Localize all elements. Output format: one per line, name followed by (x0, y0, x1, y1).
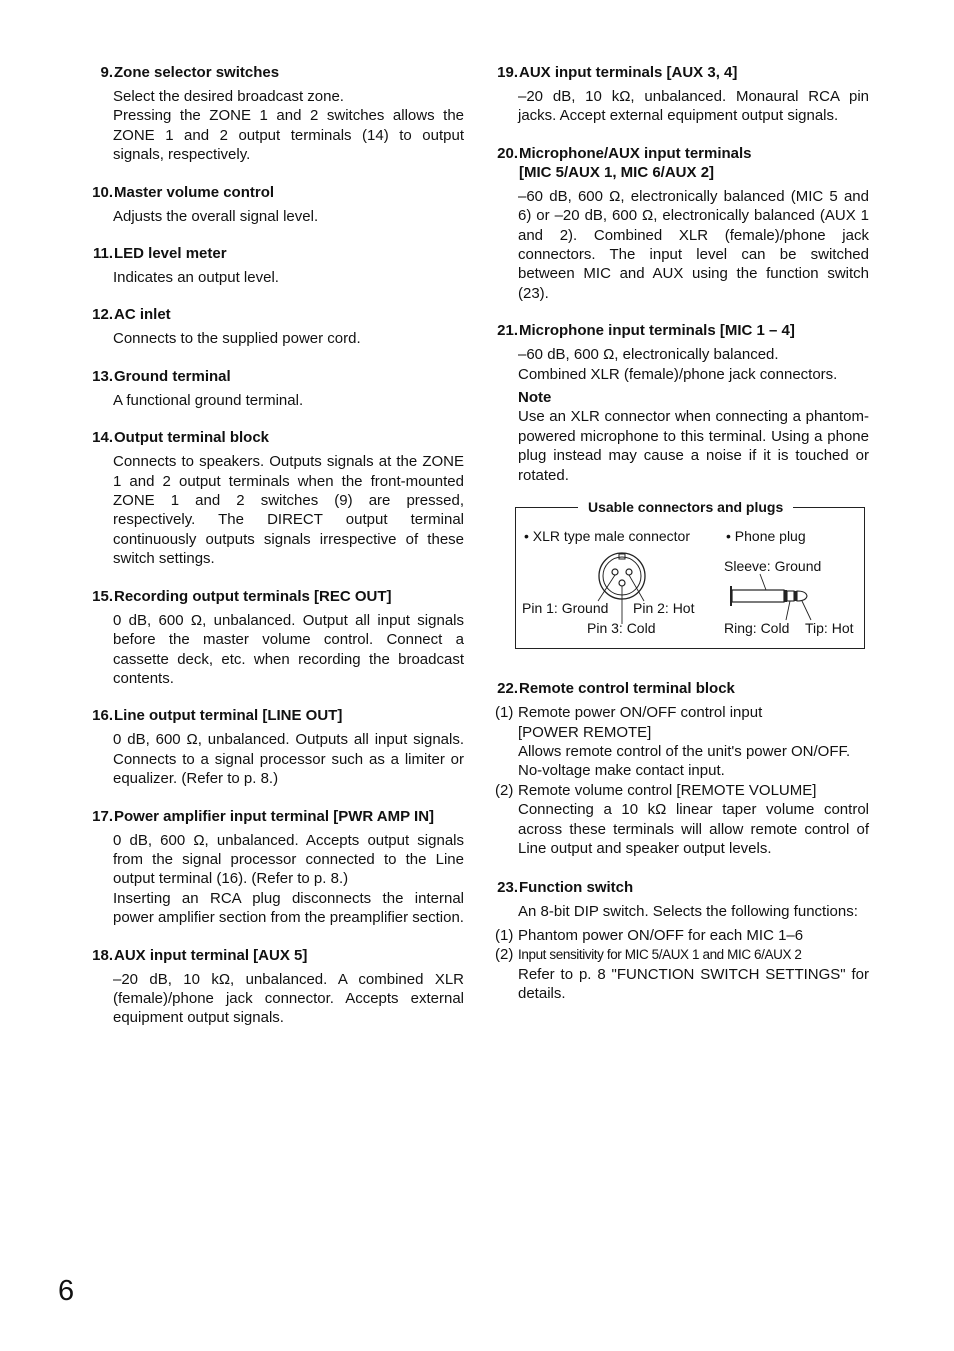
item-body (113, 730, 464, 788)
item-15 (86, 587, 464, 689)
item-title: Power amplifier input terminal [PWR AMP IN] (114, 807, 435, 825)
item-19 (491, 63, 869, 126)
item-text: Pressing the ZONE 1 and 2 switches allows the ZONE 1 and 2 output terminals (14) to output signals, respectively. (113, 107, 464, 164)
sub-item-text (518, 781, 869, 859)
item-body (518, 187, 869, 303)
sub-item (491, 926, 869, 945)
item-title: Function switch (519, 879, 634, 897)
sub-item-text (518, 703, 869, 781)
item-title: AUX input terminals [AUX 3, 4] (519, 64, 738, 81)
item-number: 21. (497, 322, 518, 340)
pin3-label: Pin 3: Cold (587, 620, 656, 637)
sub-item-line: [POWER REMOTE] (518, 723, 652, 741)
item-16 (86, 706, 464, 788)
phone-plug-label: • Phone plug (726, 528, 806, 545)
item-number: 20. (497, 144, 518, 162)
item-body (113, 87, 464, 165)
sub-item-number: (1) (495, 704, 514, 722)
sub-item-line: Input sensitivity for MIC 5/AUX 1 and MIC 6/AUX 2 (518, 947, 802, 963)
sub-item-number: (2) (495, 781, 514, 799)
sub-item-text (518, 945, 869, 1003)
item-text: A functional ground terminal. (113, 391, 304, 409)
item-21 (491, 321, 869, 485)
connector-box (515, 499, 865, 649)
item-text: –60 dB, 600 Ω, electronically balanced. (518, 346, 779, 364)
item-13 (86, 367, 464, 410)
item-body (113, 329, 464, 348)
item-10 (86, 183, 464, 226)
sub-item-text: Phantom power ON/OFF for each MIC 1–6 (518, 926, 804, 944)
item-title: LED level meter (114, 245, 227, 263)
item-heading (86, 367, 464, 386)
item-17 (86, 807, 464, 928)
sub-item-line: Connecting a 10 kΩ linear taper volume control across these terminals will allow remote control of Line output and speaker output levels. (518, 801, 869, 857)
item-number: 15. (92, 587, 113, 605)
sub-item-line: Remote volume control [REMOTE VOLUME] (518, 781, 817, 799)
ring-label: Ring: Cold (724, 620, 790, 637)
item-heading (86, 305, 464, 324)
item-heading (86, 183, 464, 202)
item-heading (86, 63, 464, 82)
item-body (518, 902, 869, 921)
item-title: Recording output terminals [REC OUT] (114, 587, 392, 605)
left-column (86, 63, 464, 1046)
item-heading (491, 878, 869, 897)
item-number: 14. (92, 429, 113, 447)
item-body (113, 611, 464, 689)
item-text: Inserting an RCA plug disconnects the internal power amplifier section from the preamplifier section. (113, 889, 464, 927)
item-number: 23. (497, 879, 518, 897)
item-title: AUX input terminal [AUX 5] (114, 946, 308, 964)
item-body (113, 452, 464, 568)
item-body (518, 345, 869, 485)
item-number: 11. (92, 245, 113, 263)
item-text: Indicates an output level. (113, 269, 279, 287)
item-title: Ground terminal (114, 367, 231, 385)
item-heading (86, 428, 464, 447)
item-11 (86, 244, 464, 287)
item-title: Master volume control (114, 183, 275, 201)
xlr-label: • XLR type male connector (524, 528, 690, 545)
item-12 (86, 305, 464, 348)
item-heading (491, 321, 869, 340)
item-title: Remote control terminal block (519, 680, 735, 698)
item-title: Zone selector switches (114, 64, 280, 81)
item-body (113, 207, 464, 226)
item-text: Connects to speakers. Outputs signals at the ZONE 1 and 2 output terminals when the front-mounted ZONE 1 and 2 switches (9) are pressed, respectively. The DIRECT output terminal continuously outputs signals irrespective of these switch settings. (113, 453, 464, 568)
sub-item-number: (2) (495, 946, 514, 964)
item-body (113, 391, 464, 410)
pin2-label: Pin 2: Hot (633, 600, 695, 617)
item-heading (491, 679, 869, 698)
item-title: Line output terminal [LINE OUT] (114, 707, 343, 725)
item-number: 16. (92, 707, 113, 725)
item-heading (86, 706, 464, 725)
item-20 (491, 144, 869, 303)
sleeve-label: Sleeve: Ground (724, 558, 822, 575)
connector-box-title: Usable connectors and plugs (578, 499, 793, 515)
item-title-line: [MIC 5/AUX 1, MIC 6/AUX 2] (519, 163, 715, 181)
item-23 (491, 878, 869, 1003)
page-number: 6 (58, 1275, 75, 1307)
item-heading (86, 244, 464, 263)
note-text: Use an XLR connector when connecting a phantom-powered microphone to this terminal. Using a phone plug instead may cause a noise if it is touched or rotated. (518, 408, 869, 484)
sub-item (491, 703, 869, 781)
item-number: 17. (92, 807, 113, 825)
item-number: 22. (497, 680, 518, 698)
item-heading (491, 144, 869, 182)
item-title: Output terminal block (114, 429, 270, 447)
item-14 (86, 428, 464, 568)
item-text: –60 dB, 600 Ω, electronically balanced (MIC 5 and 6) or –20 dB, 600 Ω, electronically balanced (AUX 1 and 2). Combined XLR (female)/phone jack connectors. The input level can be switched between MIC and AUX using the function switch (23). (518, 187, 869, 302)
item-text: Adjusts the overall signal level. (113, 207, 319, 225)
item-title: AC inlet (114, 306, 171, 324)
item-22 (491, 679, 869, 858)
item-text: 0 dB, 600 Ω, unbalanced. Outputs all input signals. Connects to a signal processor such as a limiter or equalizer. (Refer to p. 8.) (113, 731, 464, 788)
item-text: Connects to the supplied power cord. (113, 330, 361, 348)
item-number: 10. (92, 183, 113, 201)
item-heading (86, 946, 464, 965)
sub-item-line: Allows remote control of the unit's power ON/OFF. (518, 742, 851, 760)
sub-item-number: (1) (495, 926, 514, 944)
item-text: 0 dB, 600 Ω, unbalanced. Output all input signals before the master volume control. Connect a cassette deck, etc. when recording the broadcast contents. (113, 611, 464, 687)
note-label: Note (518, 389, 552, 407)
item-heading (86, 587, 464, 606)
item-body (113, 970, 464, 1028)
sub-item-line: No-voltage make contact input. (518, 762, 725, 780)
item-heading (491, 63, 869, 82)
right-column (491, 63, 869, 1021)
item-number: 9. (100, 64, 113, 81)
item-text: –20 dB, 10 kΩ, unbalanced. A combined XLR (female)/phone jack connector. Accepts external equipment output signals. (113, 970, 464, 1027)
item-9 (86, 63, 464, 165)
sub-item (491, 945, 869, 1003)
pin1-label: Pin 1: Ground (522, 600, 609, 617)
item-number: 18. (92, 946, 113, 964)
item-text: 0 dB, 600 Ω, unbalanced. Accepts output signals from the signal processor connected to the Line output terminal (16). (Refer to p. 8.) (113, 831, 464, 888)
item-number: 12. (92, 306, 113, 324)
item-text: –20 dB, 10 kΩ, unbalanced. Monaural RCA pin jacks. Accept external equipment output signals. (518, 88, 869, 125)
item-title (519, 144, 869, 182)
item-text: An 8-bit DIP switch. Selects the following functions: (518, 903, 858, 921)
item-title-line: Microphone/AUX input terminals (519, 144, 752, 162)
item-title: Microphone input terminals [MIC 1 – 4] (519, 322, 795, 340)
item-text: Combined XLR (female)/phone jack connectors. (518, 365, 838, 383)
item-number: 13. (92, 367, 113, 385)
item-body (113, 831, 464, 928)
tip-label: Tip: Hot (805, 620, 854, 637)
item-18 (86, 946, 464, 1028)
item-heading (86, 807, 464, 826)
phone-plug-icon (730, 574, 811, 620)
item-text: Select the desired broadcast zone. (113, 88, 344, 105)
sub-item (491, 781, 869, 859)
sub-item-line: Remote power ON/OFF control input (518, 704, 763, 722)
item-number: 19. (497, 64, 518, 81)
sub-item-line: Refer to p. 8 "FUNCTION SWITCH SETTINGS" for details. (518, 965, 869, 1002)
item-body (113, 268, 464, 287)
item-body (518, 87, 869, 126)
